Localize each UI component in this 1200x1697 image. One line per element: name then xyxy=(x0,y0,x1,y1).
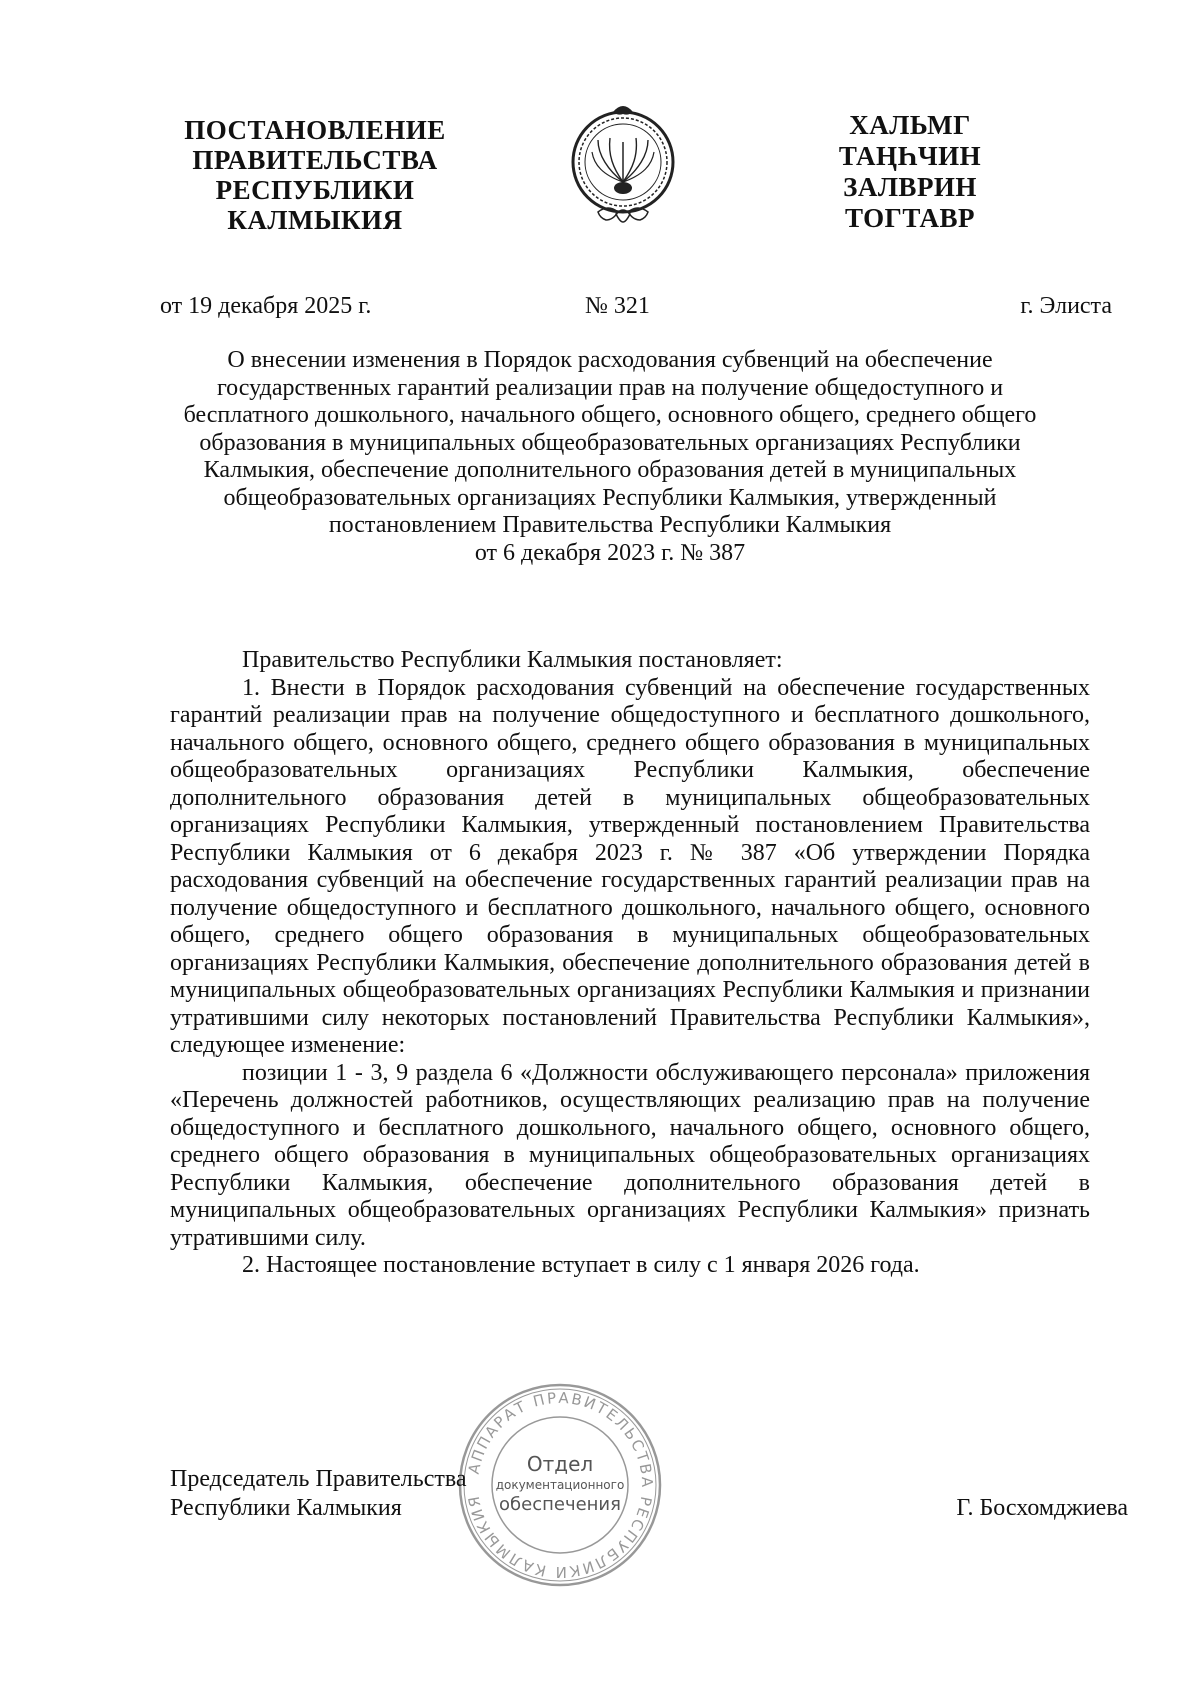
stamp-ring-text: АППАРАТ ПРАВИТЕЛЬСТВА РЕСПУБЛИКИ КАЛМЫКИЯ xyxy=(464,1388,657,1582)
stamp-line: документационного xyxy=(495,1478,625,1492)
header-right-line: ТАҢҺЧИН xyxy=(838,141,982,171)
title-line: от 6 декабря 2023 г. № 387 xyxy=(474,539,746,566)
stamp-line: обеспечения xyxy=(499,1494,621,1515)
body-paragraph-1: 1. Внести в Порядок расходования субвенций на обеспечение государственных гарантий реализации прав на получение общедоступного и бесплатного дошкольного, начального общего, основного общего, среднего общего образования в муниципальных общеобразовательных организациях Республики Калмыкия, обеспечение дополнительного образования детей в муниципальных общеобразовательных организациях Республики Калмыкия, утвержденный постановлением Правительства Республики Калмыкия от 6 декабря 2023 г. № 387 «Об утверждении Порядка расходования субвенций на обеспечение государственных гарантий реализации прав на получение общедоступного и бесплатного дошкольного, начального общего, основного общего, среднего общего образования в муниципальных общеобразовательных организациях Республики Калмыкия, обеспечение дополнительного образования детей в муниципальных общеобразовательных организациях Республики Калмыкия и признании утратившими силу некоторых постановлений Правительства Республики Калмыкия», следующее изменение: xyxy=(170,674,1090,1058)
document-title xyxy=(150,347,1070,567)
title-line: постановлением Правительства Республики Калмыкия xyxy=(328,512,892,538)
title-line: Калмыкия, обеспечение дополнительного образования детей в муниципальных xyxy=(203,457,1017,483)
coat-of-arms-emblem-icon xyxy=(568,100,678,230)
document-number: № 321 xyxy=(585,293,650,319)
title-line: общеобразовательных организациях Республики Калмыкия, утвержденный xyxy=(223,484,997,511)
stamp-center-text xyxy=(490,1452,630,1516)
body-intro: Правительство Республики Калмыкия постановляет: xyxy=(242,647,783,673)
body-paragraph-2: позиции 1 - 3, 9 раздела 6 «Должности обслуживающего персонала» приложения «Перечень должностей работников, осуществляющих реализацию прав на получение общедоступного и бесплатного дошкольного, начального общего, основного общего, среднего общего образования в муниципальных общеобразовательных организациях Республики Калмыкия, обеспечение дополнительного образования детей в муниципальных общеобразовательных организациях Республики Калмыкия» признать утратившими силу. xyxy=(170,1059,1090,1251)
header-left-line: ПРАВИТЕЛЬСТВА xyxy=(192,145,438,175)
header-left-line: КАЛМЫКИЯ xyxy=(227,205,403,235)
stamp-line: Отдел xyxy=(526,1452,594,1476)
document-body xyxy=(170,647,1090,1280)
document-date: от 19 декабря 2025 г. xyxy=(160,293,372,319)
header-right-line: ТОГТАВР xyxy=(845,203,975,233)
header-left-line: ПОСТАНОВЛЕНИЕ xyxy=(184,115,446,145)
title-line: государственных гарантий реализации прав на получение общедоступного и xyxy=(216,374,1004,401)
header-right-line: ХАЛЬМГ xyxy=(849,110,971,140)
title-line: образования в муниципальных общеобразовательных организациях Республики xyxy=(199,429,1021,456)
title-line: О внесении изменения в Порядок расходования субвенций на обеспечение xyxy=(227,347,993,373)
signer-title-line: Республики Калмыкия xyxy=(170,1495,402,1521)
body-paragraph-3: 2. Настоящее постановление вступает в силу с 1 января 2026 года. xyxy=(242,1252,920,1278)
header-left-line: РЕСПУБЛИКИ xyxy=(215,175,415,205)
header-kalmyk-title xyxy=(810,110,1010,234)
signer-name: Г. Босхомджиева xyxy=(956,1495,1128,1521)
header-right-line: ЗАЛВРИН xyxy=(843,172,977,202)
header-russian-title xyxy=(160,115,470,235)
signer-title xyxy=(170,1465,467,1523)
document-city: г. Элиста xyxy=(1020,293,1112,319)
signer-title-line: Председатель Правительства xyxy=(170,1466,467,1492)
title-line: бесплатного дошкольного, начального общего, основного общего, среднего общего xyxy=(183,402,1037,428)
